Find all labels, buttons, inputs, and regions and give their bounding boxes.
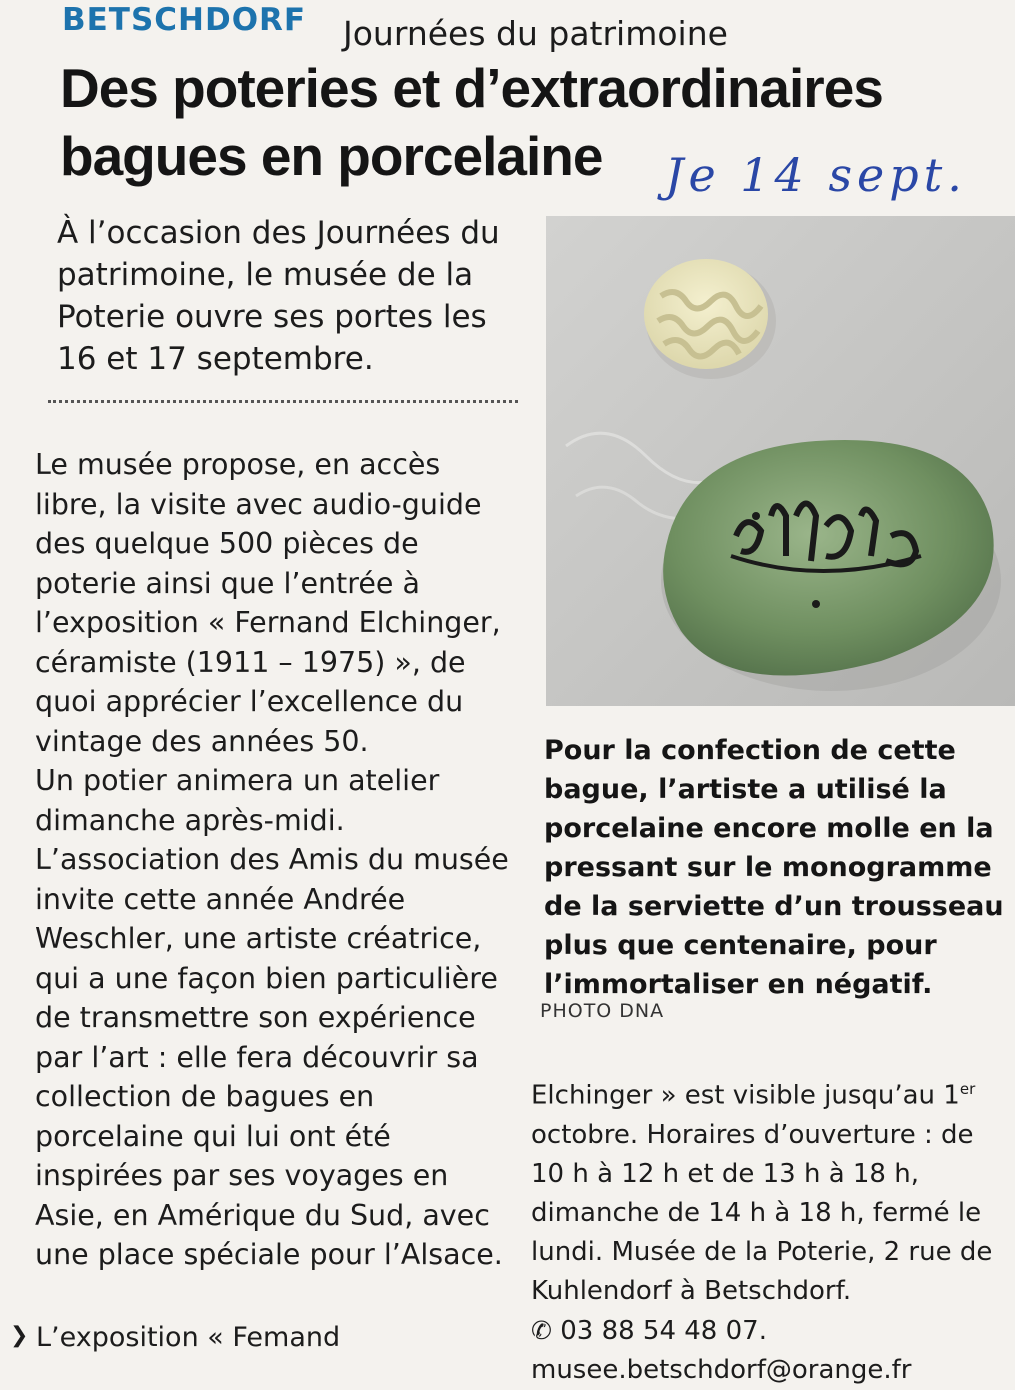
section-topic: Journées du patrimoine xyxy=(343,14,728,53)
article-headline: Des poteries et d’extraordinaires bagues en porcelaine xyxy=(60,57,883,187)
photo-caption: Pour la confection de cette bague, l’artiste a utilisé la porcelaine encore molle en la pressant sur le monogramme de la serviette d’un trousseau plus que centenaire, pour l’immortaliser en négatif. xyxy=(544,735,1004,1000)
article-lead: À l’occasion des Journées du patrimoine, le musée de la Poterie ouvre ses portes les 16 et 17 septembre. xyxy=(57,215,500,377)
article-photo xyxy=(546,216,1015,706)
section-town: BETSCHDORF xyxy=(62,2,307,38)
porcelain-rings-photo xyxy=(546,216,1015,706)
info-hours: octobre. Horaires d’ouverture : de 10 h à 12 h et de 13 h à 18 h, dimanche de 14 h à 18 h, fermé le lundi. Musée de la Poterie, 2 rue de Kuhlendorf à Betschdorf. xyxy=(531,1119,993,1306)
lead-divider xyxy=(48,400,518,403)
info-phone: 03 88 54 48 07. xyxy=(560,1315,767,1346)
info-date-number: 1 xyxy=(943,1080,960,1111)
info-line-start: Elchinger » est visible jusqu’au xyxy=(531,1080,936,1111)
handwritten-note: Je 14 sept. xyxy=(665,148,967,202)
phone-icon: ✆ xyxy=(531,1315,552,1345)
info-text xyxy=(531,1070,1011,1311)
practical-info xyxy=(531,1070,1011,1390)
body-paragraph: Le musée propose, en accès libre, la visite avec audio-guide des quelque 500 pièces de poterie ainsi que l’entrée à l’exposition « Fernand Elchinger, céramiste (1911 – 1975) », de quoi apprécier l’excellence du vintage des années 50. xyxy=(35,448,501,758)
body-paragraph: Un potier animera un atelier dimanche après-midi. xyxy=(35,764,440,837)
article-body xyxy=(35,445,510,1275)
photo-credit: PHOTO DNA xyxy=(540,1000,665,1022)
info-email[interactable]: musee.betschdorf@orange.fr xyxy=(531,1354,912,1385)
info-date-superscript: er xyxy=(959,1080,976,1098)
info-phone-line xyxy=(531,1311,1011,1351)
body-paragraph: L’association des Amis du musée invite cette année Andrée Weschler, une artiste créatrice, qui a une façon bien particulière de transmettre son expérience par l’art : elle fera découvrir sa collection de bagues en porcelaine qui lui ont été inspirées par ses voyages en Asie, en Amérique du Sud, avec une place spéciale pour l’Alsace. xyxy=(35,843,509,1271)
continued-link: L’exposition « Femand xyxy=(36,1322,341,1353)
arrow-right-icon: ❯ xyxy=(10,1323,29,1348)
